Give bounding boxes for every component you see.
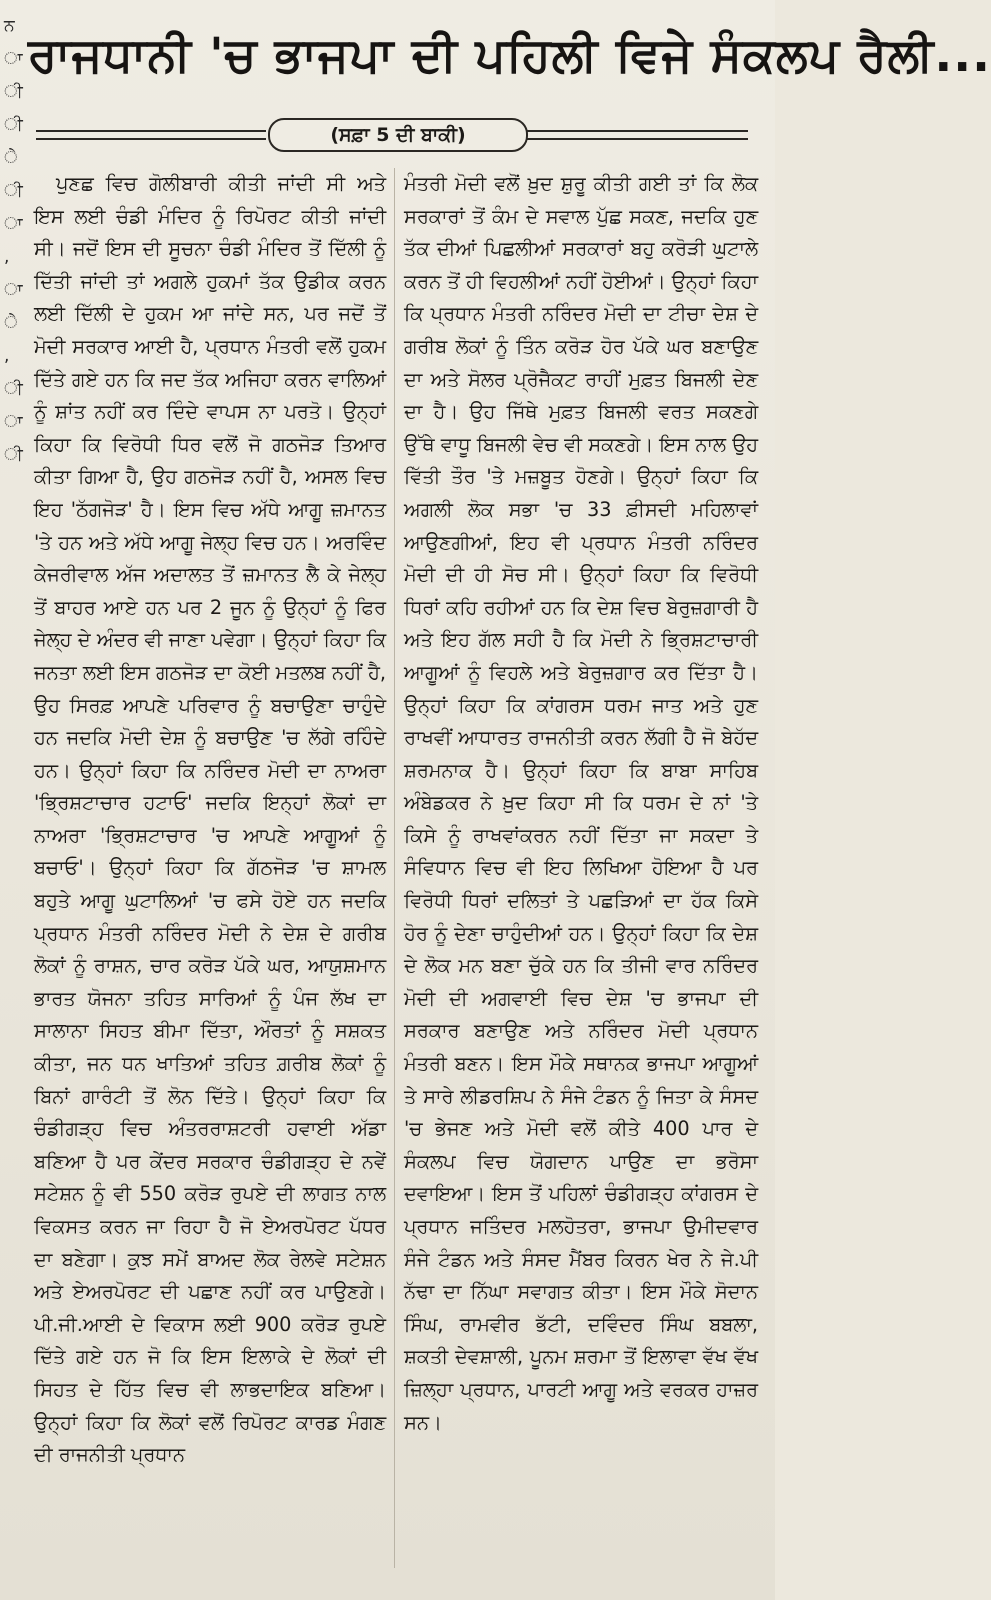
- margin-glyph: ੀ: [4, 115, 23, 135]
- right-double-rule: [526, 130, 748, 140]
- article-column-right: [404, 168, 758, 1588]
- article-column-left: [34, 168, 386, 1588]
- continuation-label: (ਸਫ਼ਾ 5 ਦੀ ਬਾਕੀ): [268, 118, 528, 152]
- margin-glyph: ੀ: [4, 82, 23, 102]
- article-text-right: ਮੰਤਰੀ ਮੋਦੀ ਵਲੋਂ ਖ਼ੁਦ ਸ਼ੁਰੂ ਕੀਤੀ ਗਈ ਤਾਂ ਕਿ ਲੋਕ ਸਰਕਾਰਾਂ ਤੋਂ ਕੰਮ ਦੇ ਸਵਾਲ ਪੁੱਛ ਸਕਣ, ਜਦਕਿ ਹੁਣ ਤੱਕ ਦੀਆਂ ਪਿਛਲੀਆਂ ਸਰਕਾਰਾਂ ਬਹੁ ਕਰੋੜੀ ਘੁਟਾਲੇ ਕਰਨ ਤੋਂ ਹੀ ਵਿਹਲੀਆਂ ਨਹੀਂ ਹੋਈਆਂ। ਉਨ੍ਹਾਂ ਕਿਹਾ ਕਿ ਪ੍ਰਧਾਨ ਮੰਤਰੀ ਨਰਿੰਦਰ ਮੋਦੀ ਦਾ ਟੀਚਾ ਦੇਸ਼ ਦੇ ਗਰੀਬ ਲੋਕਾਂ ਨੂੰ ਤਿੰਨ ਕਰੋੜ ਹੋਰ ਪੱਕੇ ਘਰ ਬਣਾਉਣ ਦਾ ਅਤੇ ਸੋਲਰ ਪ੍ਰੋਜੈਕਟ ਰਾਹੀਂ ਮੁਫ਼ਤ ਬਿਜਲੀ ਦੇਣ ਦਾ ਹੈ। ਉਹ ਜਿੱਥੇ ਮੁਫ਼ਤ ਬਿਜਲੀ ਵਰਤ ਸਕਣਗੇ ਉੱਥੇ ਵਾਧੂ ਬਿਜਲੀ ਵੇਚ ਵੀ ਸਕਣਗੇ। ਇਸ ਨਾਲ ਉਹ ਵਿੱਤੀ ਤੌਰ 'ਤੇ ਮਜ਼ਬੂਤ ਹੋਣਗੇ। ਉਨ੍ਹਾਂ ਕਿਹਾ ਕਿ ਅਗਲੀ ਲੋਕ ਸਭਾ 'ਚ 33 ਫ਼ੀਸਦੀ ਮਹਿਲਾਵਾਂ ਆਉਣਗੀਆਂ, ਇਹ ਵੀ ਪ੍ਰਧਾਨ ਮੰਤਰੀ ਨਰਿੰਦਰ ਮੋਦੀ ਦੀ ਹੀ ਸੋਚ ਸੀ। ਉਨ੍ਹਾਂ ਕਿਹਾ ਕਿ ਵਿਰੋਧੀ ਧਿਰਾਂ ਕਹਿ ਰਹੀਆਂ ਹਨ ਕਿ ਦੇਸ਼ ਵਿਚ ਬੇਰੁਜ਼ਗਾਰੀ ਹੈ ਅਤੇ ਇਹ ਗੱਲ ਸਹੀ ਹੈ ਕਿ ਮੋਦੀ ਨੇ ਭ੍ਰਿਸ਼ਟਾਚਾਰੀ ਆਗੂਆਂ ਨੂੰ ਵਿਹਲੇ ਅਤੇ ਬੇਰੁਜ਼ਗਾਰ ਕਰ ਦਿੱਤਾ ਹੈ। ਉਨ੍ਹਾਂ ਕਿਹਾ ਕਿ ਕਾਂਗਰਸ ਧਰਮ ਜਾਤ ਅਤੇ ਹੁਣ ਰਾਖਵੀਂ ਆਧਾਰਤ ਰਾਜਨੀਤੀ ਕਰਨ ਲੱਗੀ ਹੈ ਜੋ ਬੇਹੱਦ ਸ਼ਰਮਨਾਕ ਹੈ। ਉਨ੍ਹਾਂ ਕਿਹਾ ਕਿ ਬਾਬਾ ਸਾਹਿਬ ਅੰਬੇਡਕਰ ਨੇ ਖ਼ੁਦ ਕਿਹਾ ਸੀ ਕਿ ਧਰਮ ਦੇ ਨਾਂ 'ਤੇ ਕਿਸੇ ਨੂੰ ਰਾਖਵਾਂਕਰਨ ਨਹੀਂ ਦਿੱਤਾ ਜਾ ਸਕਦਾ ਤੇ ਸੰਵਿਧਾਨ ਵਿਚ ਵੀ ਇਹ ਲਿਖਿਆ ਹੋਇਆ ਹੈ ਪਰ ਵਿਰੋਧੀ ਧਿਰਾਂ ਦਲਿਤਾਂ ਤੇ ਪਛੜਿਆਂ ਦਾ ਹੱਕ ਕਿਸੇ ਹੋਰ ਨੂੰ ਦੇਣਾ ਚਾਹੁੰਦੀਆਂ ਹਨ। ਉਨ੍ਹਾਂ ਕਿਹਾ ਕਿ ਦੇਸ਼ ਦੇ ਲੋਕ ਮਨ ਬਣਾ ਚੁੱਕੇ ਹਨ ਕਿ ਤੀਜੀ ਵਾਰ ਨਰਿੰਦਰ ਮੋਦੀ ਦੀ ਅਗਵਾਈ ਵਿਚ ਦੇਸ਼ 'ਚ ਭਾਜਪਾ ਦੀ ਸਰਕਾਰ ਬਣਾਉਣ ਅਤੇ ਨਰਿੰਦਰ ਮੋਦੀ ਪ੍ਰਧਾਨ ਮੰਤਰੀ ਬਣਨ। ਇਸ ਮੌਕੇ ਸਥਾਨਕ ਭਾਜਪਾ ਆਗੂਆਂ ਤੇ ਸਾਰੇ ਲੀਡਰਸ਼ਿਪ ਨੇ ਸੰਜੇ ਟੰਡਨ ਨੂੰ ਜਿਤਾ ਕੇ ਸੰਸਦ 'ਚ ਭੇਜਣ ਅਤੇ ਮੋਦੀ ਵਲੋਂ ਕੀਤੇ 400 ਪਾਰ ਦੇ ਸੰਕਲਪ ਵਿਚ ਯੋਗਦਾਨ ਪਾਉਣ ਦਾ ਭਰੋਸਾ ਦਵਾਇਆ। ਇਸ ਤੋਂ ਪਹਿਲਾਂ ਚੰਡੀਗੜ੍ਹ ਕਾਂਗਰਸ ਦੇ ਪ੍ਰਧਾਨ ਜਤਿੰਦਰ ਮਲਹੋਤਰਾ, ਭਾਜਪਾ ਉਮੀਦਵਾਰ ਸੰਜੇ ਟੰਡਨ ਅਤੇ ਸੰਸਦ ਮੈਂਬਰ ਕਿਰਨ ਖੇਰ ਨੇ ਜੇ.ਪੀ ਨੱਢਾ ਦਾ ਨਿੱਘਾ ਸਵਾਗਤ ਕੀਤਾ। ਇਸ ਮੌਕੇ ਸੋਦਾਨ ਸਿੰਘ, ਰਾਮਵੀਰ ਭੱਟੀ, ਦਵਿੰਦਰ ਸਿੰਘ ਬਬਲਾ, ਸ਼ਕਤੀ ਦੇਵਸ਼ਾਲੀ, ਪੂਨਮ ਸ਼ਰਮਾ ਤੋਂ ਇਲਾਵਾ ਵੱਖ ਵੱਖ ਜ਼ਿਲ੍ਹਾ ਪ੍ਰਧਾਨ, ਪਾਰਟੀ ਆਗੂ ਅਤੇ ਵਰਕਰ ਹਾਜ਼ਰ ਸਨ।: [404, 172, 758, 1434]
- margin-glyph: ਾ: [4, 280, 23, 300]
- margin-glyph: ੀ: [4, 181, 23, 201]
- margin-glyph: ੀ: [4, 379, 23, 399]
- margin-glyph: ੇ: [4, 313, 18, 333]
- margin-glyph: ਨ: [4, 16, 15, 36]
- margin-glyph: ੇ: [4, 148, 18, 168]
- adjacent-column-fragment: [0, 10, 22, 480]
- article-headline: ਰਾਜਧਾਨੀ 'ਚ ਭਾਜਪਾ ਦੀ ਪਹਿਲੀ ਵਿਜੇ ਸੰਕਲਪ ਰੈਲੀ...: [28, 28, 991, 83]
- margin-glyph: ਾ: [4, 214, 23, 234]
- continuation-banner: [36, 118, 748, 152]
- margin-glyph: ੀ: [4, 445, 23, 465]
- margin-glyph: ,: [4, 247, 10, 267]
- column-divider: [394, 168, 395, 1568]
- article-text-left: ਪੁਣਛ ਵਿਚ ਗੋਲੀਬਾਰੀ ਕੀਤੀ ਜਾਂਦੀ ਸੀ ਅਤੇ ਇਸ ਲਈ ਚੰਡੀ ਮੰਦਿਰ ਨੂੰ ਰਿਪੋਰਟ ਕੀਤੀ ਜਾਂਦੀ ਸੀ। ਜਦੋਂ ਇਸ ਦੀ ਸੂਚਨਾ ਚੰਡੀ ਮੰਦਿਰ ਤੋਂ ਦਿੱਲੀ ਨੂੰ ਦਿੱਤੀ ਜਾਂਦੀ ਤਾਂ ਅਗਲੇ ਹੁਕਮਾਂ ਤੱਕ ਉਡੀਕ ਕਰਨ ਲਈ ਦਿੱਲੀ ਦੇ ਹੁਕਮ ਆ ਜਾਂਦੇ ਸਨ, ਪਰ ਜਦੋਂ ਤੋਂ ਮੋਦੀ ਸਰਕਾਰ ਆਈ ਹੈ, ਪ੍ਰਧਾਨ ਮੰਤਰੀ ਵਲੋਂ ਹੁਕਮ ਦਿੱਤੇ ਗਏ ਹਨ ਕਿ ਜਦ ਤੱਕ ਅਜਿਹਾ ਕਰਨ ਵਾਲਿਆਂ ਨੂੰ ਸ਼ਾਂਤ ਨਹੀਂ ਕਰ ਦਿੰਦੇ ਵਾਪਸ ਨਾ ਪਰਤੋ। ਉਨ੍ਹਾਂ ਕਿਹਾ ਕਿ ਵਿਰੋਧੀ ਧਿਰ ਵਲੋਂ ਜੋ ਗਠਜੋੜ ਤਿਆਰ ਕੀਤਾ ਗਿਆ ਹੈ, ਉਹ ਗਠਜੋੜ ਨਹੀਂ ਹੈ, ਅਸਲ ਵਿਚ ਇਹ 'ਠੱਗਜੋੜ' ਹੈ। ਇਸ ਵਿਚ ਅੱਧੇ ਆਗੂ ਜ਼ਮਾਨਤ 'ਤੇ ਹਨ ਅਤੇ ਅੱਧੇ ਆਗੂ ਜੇਲ੍ਹ ਵਿਚ ਹਨ। ਅਰਵਿੰਦ ਕੇਜਰੀਵਾਲ ਅੱਜ ਅਦਾਲਤ ਤੋਂ ਜ਼ਮਾਨਤ ਲੈ ਕੇ ਜੇਲ੍ਹ ਤੋਂ ਬਾਹਰ ਆਏ ਹਨ ਪਰ 2 ਜੂਨ ਨੂੰ ਉਨ੍ਹਾਂ ਨੂੰ ਫਿਰ ਜੇਲ੍ਹ ਦੇ ਅੰਦਰ ਵੀ ਜਾਣਾ ਪਵੇਗਾ। ਉਨ੍ਹਾਂ ਕਿਹਾ ਕਿ ਜਨਤਾ ਲਈ ਇਸ ਗਠਜੋੜ ਦਾ ਕੋਈ ਮਤਲਬ ਨਹੀਂ ਹੈ, ਉਹ ਸਿਰਫ਼ ਆਪਣੇ ਪਰਿਵਾਰ ਨੂੰ ਬਚਾਉਣਾ ਚਾਹੁੰਦੇ ਹਨ ਜਦਕਿ ਮੋਦੀ ਦੇਸ਼ ਨੂੰ ਬਚਾਉਣ 'ਚ ਲੱਗੇ ਰਹਿੰਦੇ ਹਨ। ਉਨ੍ਹਾਂ ਕਿਹਾ ਕਿ ਨਰਿੰਦਰ ਮੋਦੀ ਦਾ ਨਾਅਰਾ 'ਭ੍ਰਿਸ਼ਟਾਚਾਰ ਹਟਾਓ' ਜਦਕਿ ਇਨ੍ਹਾਂ ਲੋਕਾਂ ਦਾ ਨਾਅਰਾ 'ਭ੍ਰਿਸ਼ਟਾਚਾਰ 'ਚ ਆਪਣੇ ਆਗੂਆਂ ਨੂੰ ਬਚਾਓ'। ਉਨ੍ਹਾਂ ਕਿਹਾ ਕਿ ਗੱਠਜੋੜ 'ਚ ਸ਼ਾਮਲ ਬਹੁਤੇ ਆਗੂ ਘੁਟਾਲਿਆਂ 'ਚ ਫਸੇ ਹੋਏ ਹਨ ਜਦਕਿ ਪ੍ਰਧਾਨ ਮੰਤਰੀ ਨਰਿੰਦਰ ਮੋਦੀ ਨੇ ਦੇਸ਼ ਦੇ ਗਰੀਬ ਲੋਕਾਂ ਨੂੰ ਰਾਸ਼ਨ, ਚਾਰ ਕਰੋੜ ਪੱਕੇ ਘਰ, ਆਯੁਸ਼ਮਾਨ ਭਾਰਤ ਯੋਜਨਾ ਤਹਿਤ ਸਾਰਿਆਂ ਨੂੰ ਪੰਜ ਲੱਖ ਦਾ ਸਾਲਾਨਾ ਸਿਹਤ ਬੀਮਾ ਦਿੱਤਾ, ਔਰਤਾਂ ਨੂੰ ਸਸ਼ਕਤ ਕੀਤਾ, ਜਨ ਧਨ ਖਾਤਿਆਂ ਤਹਿਤ ਗ਼ਰੀਬ ਲੋਕਾਂ ਨੂੰ ਬਿਨਾਂ ਗਾਰੰਟੀ ਤੋਂ ਲੋਨ ਦਿੱਤੇ। ਉਨ੍ਹਾਂ ਕਿਹਾ ਕਿ ਚੰਡੀਗੜ੍ਹ ਵਿਚ ਅੰਤਰਰਾਸ਼ਟਰੀ ਹਵਾਈ ਅੱਡਾ ਬਣਿਆ ਹੈ ਪਰ ਕੇਂਦਰ ਸਰਕਾਰ ਚੰਡੀਗੜ੍ਹ ਦੇ ਨਵੇਂ ਸਟੇਸ਼ਨ ਨੂੰ ਵੀ 550 ਕਰੋੜ ਰੁਪਏ ਦੀ ਲਾਗਤ ਨਾਲ ਵਿਕਸਤ ਕਰਨ ਜਾ ਰਿਹਾ ਹੈ ਜੋ ਏਅਰਪੋਰਟ ਪੱਧਰ ਦਾ ਬਣੇਗਾ। ਕੁਝ ਸਮੇਂ ਬਾਅਦ ਲੋਕ ਰੇਲਵੇ ਸਟੇਸ਼ਨ ਅਤੇ ਏਅਰਪੋਰਟ ਦੀ ਪਛਾਣ ਨਹੀਂ ਕਰ ਪਾਉਣਗੇ। ਪੀ.ਜੀ.ਆਈ ਦੇ ਵਿਕਾਸ ਲਈ 900 ਕਰੋੜ ਰੁਪਏ ਦਿੱਤੇ ਗਏ ਹਨ ਜੋ ਕਿ ਇਸ ਇਲਾਕੇ ਦੇ ਲੋਕਾਂ ਦੀ ਸਿਹਤ ਦੇ ਹਿੱਤ ਵਿਚ ਵੀ ਲਾਭਦਾਇਕ ਬਣਿਆ। ਉਨ੍ਹਾਂ ਕਿਹਾ ਕਿ ਲੋਕਾਂ ਵਲੋਂ ਰਿਪੋਰਟ ਕਾਰਡ ਮੰਗਣ ਦੀ ਰਾਜਨੀਤੀ ਪ੍ਰਧਾਨ: [34, 172, 386, 1467]
- margin-glyph: ,: [4, 346, 10, 366]
- margin-glyph: ਾ: [4, 412, 23, 432]
- margin-glyph: ਾ: [4, 49, 23, 69]
- left-double-rule: [36, 130, 266, 140]
